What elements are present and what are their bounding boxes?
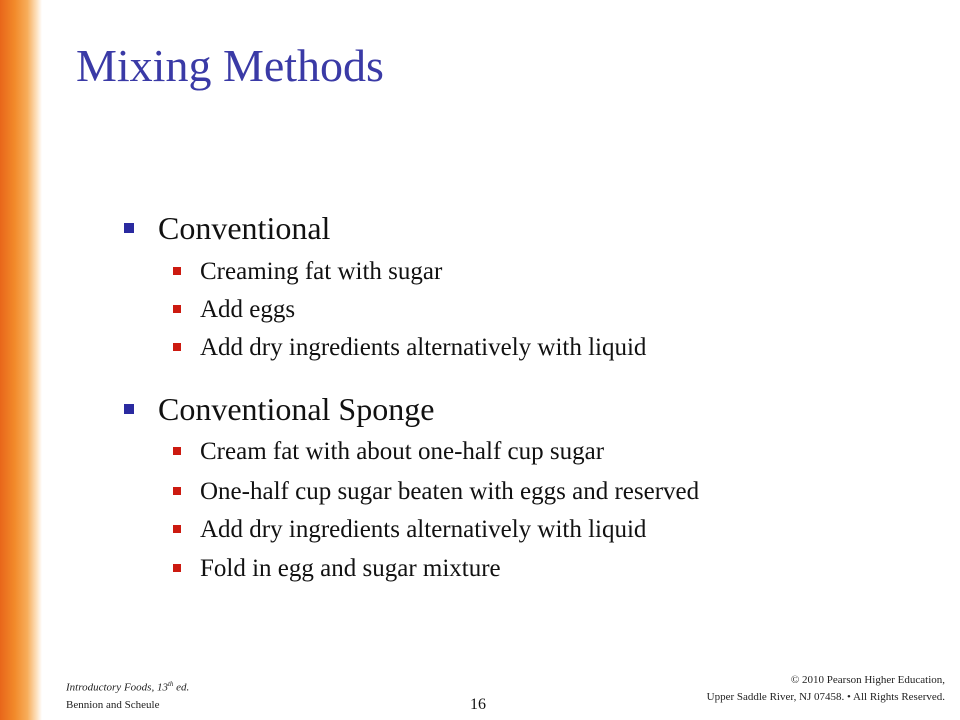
sub-bullet-text: Creaming fat with sugar bbox=[200, 258, 443, 285]
sub-bullet-item bbox=[200, 439, 604, 464]
sub-bullet-item bbox=[200, 479, 699, 504]
sub-bullet-text: Add eggs bbox=[200, 296, 296, 323]
sub-bullet-text: One-half cup sugar beaten with eggs and reserved bbox=[200, 478, 700, 505]
square-bullet-icon bbox=[173, 343, 181, 351]
footer-copyright bbox=[707, 672, 945, 706]
sub-bullet-item bbox=[200, 335, 646, 360]
square-bullet-icon bbox=[124, 404, 134, 414]
square-bullet-icon bbox=[173, 525, 181, 533]
bullet-heading: Conventional Sponge bbox=[158, 391, 435, 427]
bullet-item-conventional-sponge bbox=[158, 393, 434, 425]
bullet-heading: Conventional bbox=[158, 210, 331, 246]
book-authors: Bennion and Scheule bbox=[66, 698, 160, 711]
square-bullet-icon bbox=[173, 305, 181, 313]
sub-bullet-text: Add dry ingredients alternatively with liquid bbox=[200, 334, 647, 361]
slide-title: Mixing Methods bbox=[76, 40, 384, 91]
bullet-item-conventional bbox=[158, 212, 330, 244]
edition-superscript: th bbox=[167, 680, 174, 688]
sub-bullet-text: Fold in egg and sugar mixture bbox=[200, 555, 501, 582]
book-title-text: Introductory Foods, 13 bbox=[66, 681, 168, 694]
page-number: 16 bbox=[470, 696, 486, 713]
sub-bullet-item bbox=[200, 517, 646, 542]
square-bullet-icon bbox=[173, 447, 181, 455]
edition-suffix: ed. bbox=[173, 681, 190, 694]
sub-bullet-item bbox=[200, 297, 295, 322]
square-bullet-icon bbox=[173, 267, 181, 275]
sub-bullet-item bbox=[200, 556, 501, 581]
copyright-line-1: © 2010 Pearson Higher Education, bbox=[790, 674, 945, 686]
square-bullet-icon bbox=[173, 564, 181, 572]
square-bullet-icon bbox=[124, 223, 134, 233]
book-title bbox=[66, 679, 189, 697]
sub-bullet-text: Add dry ingredients alternatively with liquid bbox=[200, 516, 647, 543]
footer-book-info bbox=[66, 679, 189, 714]
sub-bullet-item bbox=[200, 259, 442, 284]
sub-bullet-text: Cream fat with about one-half cup sugar bbox=[200, 438, 605, 465]
square-bullet-icon bbox=[173, 487, 181, 495]
copyright-line-2: Upper Saddle River, NJ 07458. • All Rights Reserved. bbox=[706, 691, 945, 704]
